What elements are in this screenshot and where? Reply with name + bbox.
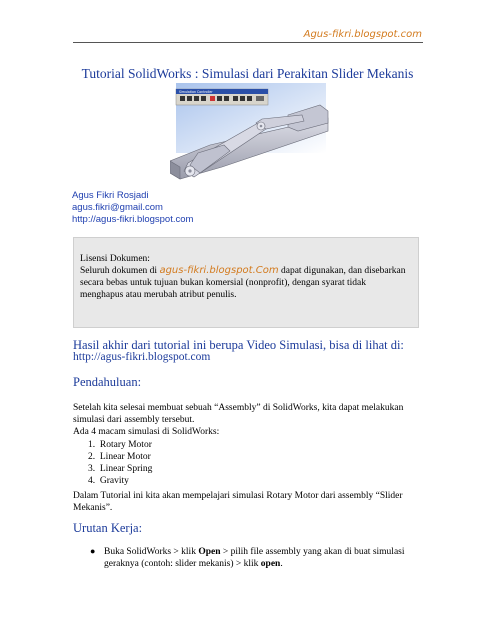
license-brand: agus-fikri.blogspot.Com — [159, 265, 279, 276]
list-item: 4. Gravity — [88, 476, 129, 486]
intro-closing-line-2: Mekanis”. — [73, 503, 113, 513]
author-name: Agus Fikri Rosjadi — [72, 190, 149, 201]
result-link[interactable]: http://agus-fikri.blogspot.com — [73, 351, 211, 363]
license-line-2: secara bebas untuk tujuan bukan komersial (nonprofit), dengan syarat tidak — [80, 278, 366, 288]
license-heading: Lisensi Dokumen: — [80, 254, 150, 264]
list-item: 2. Linear Motor — [88, 452, 151, 462]
toolbar-title: Simulation Controller — [179, 90, 213, 94]
simulation-toolbar — [176, 89, 268, 105]
steps-heading: Urutan Kerja: — [73, 521, 143, 535]
site-header: Agus-fikri.blogspot.com — [303, 29, 422, 40]
intro-paragraph-line-2: simulasi dari assembly tersebut. — [73, 415, 195, 425]
bullet-icon: ● — [90, 546, 96, 556]
step-1-line-2: geraknya (contoh: slider mekanis) > klik open. — [104, 559, 283, 569]
document-title: Tutorial SolidWorks : Simulasi dari Perakitan Slider Mekanis — [81, 66, 414, 81]
license-line-1: Seluruh dokumen di agus-fikri.blogspot.Com dapat digunakan, dan disebarkan — [80, 265, 406, 276]
result-heading: Hasil akhir dari tutorial ini berupa Video Simulasi, bisa di lihat di: — [73, 338, 404, 352]
author-email[interactable]: agus.fikri@gmail.com — [72, 202, 163, 213]
header-rule — [73, 42, 423, 43]
slider-mechanism-illustration — [170, 83, 330, 187]
intro-list-lead: Ada 4 macam simulasi di SolidWorks: — [73, 427, 220, 437]
intro-closing-line-1: Dalam Tutorial ini kita akan mempelajari simulasi Rotary Motor dari assembly “Slider — [73, 491, 403, 501]
intro-paragraph-line-1: Setelah kita selesai membuat sebuah “Assembly” di SolidWorks, kita dapat melakukan — [73, 403, 404, 413]
step-1-line-1: Buka SolidWorks > klik Open > pilih file assembly yang akan di buat simulasi — [104, 547, 405, 557]
list-item: 3. Linear Spring — [88, 464, 153, 474]
intro-heading: Pendahuluan: — [73, 375, 142, 389]
license-line-3: menghapus atau merubah atribut penulis. — [80, 290, 237, 300]
author-url[interactable]: http://agus-fikri.blogspot.com — [72, 214, 194, 225]
list-item: 1. Rotary Motor — [88, 440, 152, 450]
